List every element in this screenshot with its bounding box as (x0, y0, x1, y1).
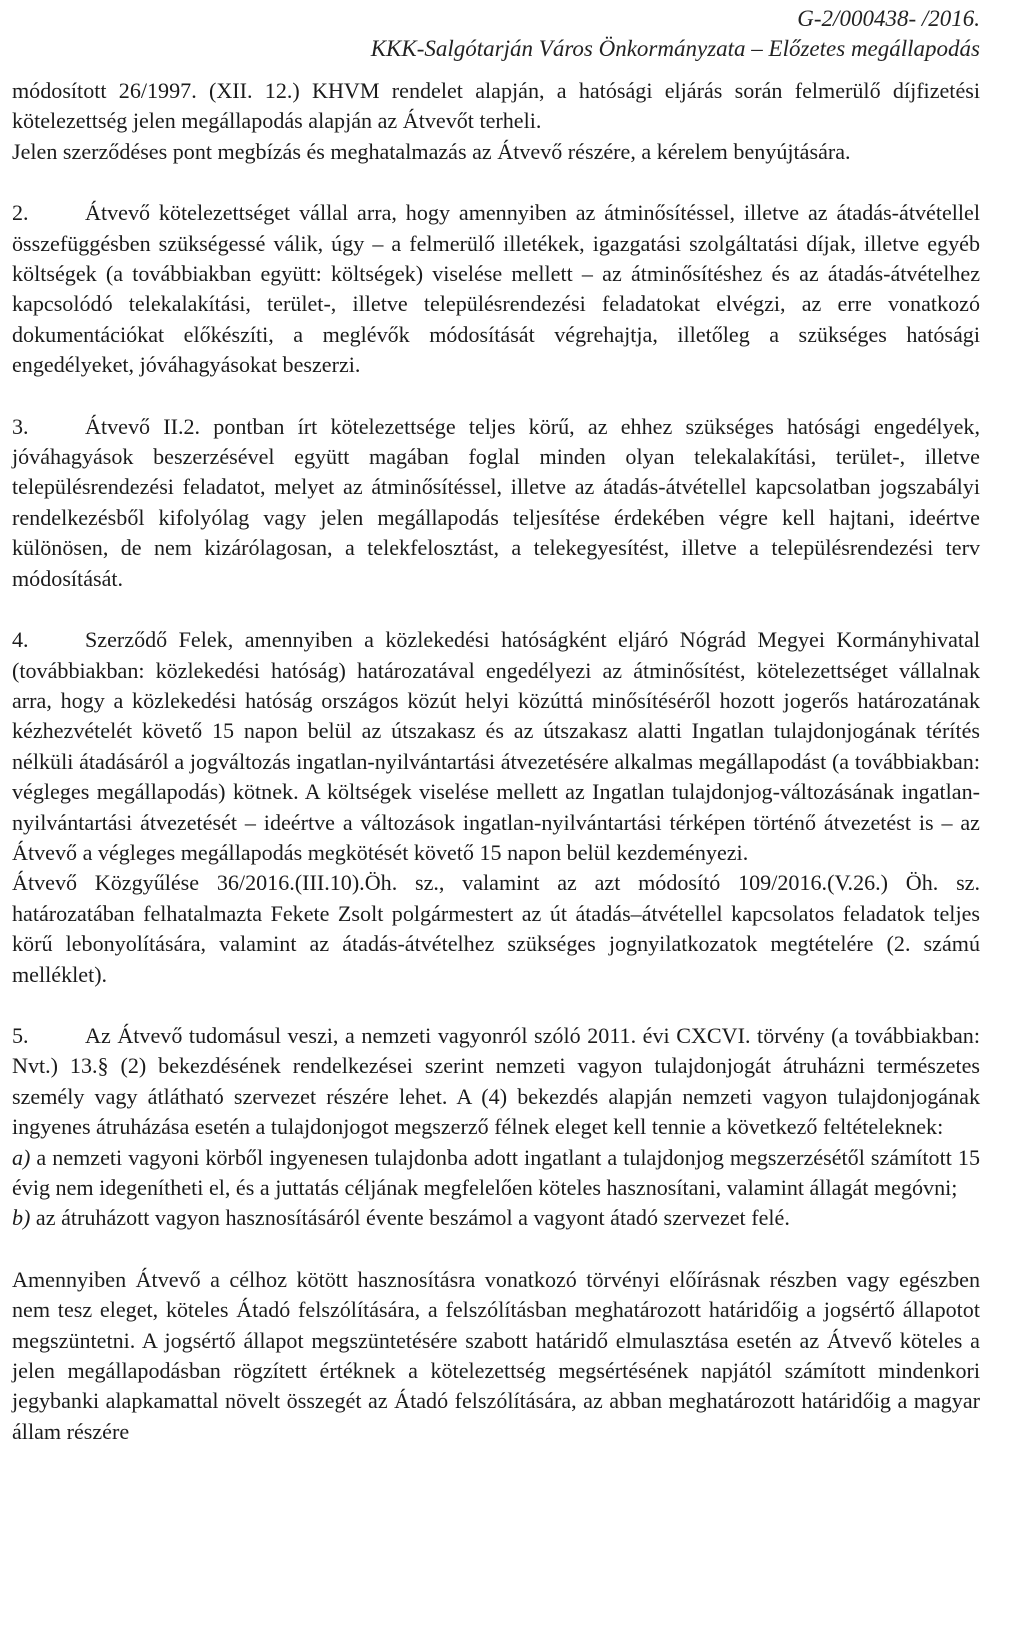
condition-a (12, 1143, 980, 1204)
document-body (12, 76, 980, 1447)
document-title: KKK-Salgótarján Város Önkormányzata – Előzetes megállapodás (370, 36, 980, 61)
document-number: G-2/000438- /2016. (797, 6, 980, 31)
section-text: Az Átvevő tudomásul veszi, a nemzeti vagyonról szóló 2011. évi CXCVI. törvény (a továbbiakban: Nvt.) 13.§ (2) bekezdésének rendelkezései szerint nemzeti vagyon tulajdonjogát átruházni természetes személy vagy átlátható szervezet részére lehet. A (4) bekezdés alapján nemzeti vagyon tulajdonjogának ingyenes átruházása esetén a tulajdonjogot megszerző félnek eleget kell tennie a következő feltételeknek: (12, 1022, 980, 1140)
section-text: Szerződő Felek, amennyiben a közlekedési hatóságként eljáró Nógrád Megyei Kormányhivatal (továbbiakban: közlekedési hatóság) határozatával engedélyezi az átminősítést, kötelezettséget vállalnak arra, hogy a közlekedési hatóság országos közút helyi közúttá minősítéséről hozott jogerős határozatának kézhezvételét követő 15 napon belül az útszakasz és az útszakasz alatti Ingatlan tulajdonjogának térítés nélküli átadásáról a jogváltozás ingatlan-nyilvántartási átvezetésére alkalmas megállapodást (a továbbiakban: végleges megállapodás) kötnek. A költségek viselése mellett az Ingatlan tulajdonjog-változásának ingatlan-nyilvántartási átvezetését – ideértve a változások ingatlan-nyilvántartási térképen történő átvezetést is – az Átvevő a végleges megállapodás megkötését követő 15 napon belül kezdeményezi. (12, 627, 980, 865)
condition-text: a nemzeti vagyoni körből ingyenesen tulajdonba adott ingatlant a tulajdonjog megszerzésétől számított 15 évig nem idegenítheti el, és a juttatás céljának megfelelően köteles hasznosítani, valamint állagát megóvni; (12, 1144, 980, 1200)
section-number: 3. (12, 413, 29, 439)
section-5 (12, 1021, 980, 1143)
section-3 (12, 412, 980, 594)
section-number: 4. (12, 627, 29, 653)
list-marker: b) (12, 1205, 31, 1231)
condition-text: az átruházott vagyon hasznosításáról évente beszámol a vagyont átadó szervezet felé. (30, 1205, 790, 1231)
intro-paragraph: módosított 26/1997. (XII. 12.) KHVM rendelet alapján, a hatósági eljárás során felmerülő díjfizetési kötelezettség jelen megállapodás alapján az Átvevőt terheli. (12, 78, 980, 134)
section-number: 5. (12, 1022, 29, 1048)
list-marker: a) (12, 1144, 31, 1170)
section-2 (12, 198, 980, 380)
section-text: Átvevő II.2. pontban írt kötelezettsége teljes körű, az ehhez szükséges hatósági engedélyek, jóváhagyások beszerzésével együtt magában foglal minden olyan telekalakítási, terület-, illetve településrendezési feladatot, melyet az átminősítéssel, illetve az átadás-átvétellel kapcsolatban jogszabályi rendelkezésből kifolyólag vagy jelen megállapodás teljesítése érdekében végre kell hajtani, ideértve különösen, de nem kizárólagosan, a telekfelosztást, a telekegyesítést, illetve a településrendezési terv módosítását. (12, 413, 980, 591)
condition-b (12, 1203, 980, 1233)
section-4 (12, 625, 980, 868)
final-paragraph: Amennyiben Átvevő a célhoz kötött hasznosításra vonatkozó törvényi előírásnak részben vagy egészben nem tesz eleget, köteles Átadó felszólítására, a felszólításban meghatározott határidőig a jogsértő állapotot megszüntetni. A jogsértő állapot megszüntetésére szabott határidő elmulasztása esetén az Átvevő köteles a jelen megállapodásban rögzített értéknek a kötelezettség megsértésének napjától számított mindenkori jegybanki alapkamattal növelt összegét az Átadó felszólítására, az abban meghatározott határidőig a magyar állam részére (12, 1266, 980, 1444)
section-number: 2. (12, 200, 29, 226)
page-header (371, 4, 980, 64)
section-4-authorization: Átvevő Közgyűlése 36/2016.(III.10).Öh. sz., valamint az azt módosító 109/2016.(V.26.) Öh. sz. határozatában felhatalmazta Fekete Zsolt polgármestert az út átadás–átvétellel kapcsolatos feladatok teljes körű lebonyolítására, valamint az átadás-átvételhez szükséges jognyilatkozatok megtételére (2. számú melléklet). (12, 870, 980, 987)
section-text: Átvevő kötelezettséget vállal arra, hogy amennyiben az átminősítéssel, illetve az átadás-átvétellel összefüggésben szükségessé válik, úgy – a felmerülő illetékek, igazgatási szolgáltatási díjak, illetve egyéb költségek (a továbbiakban együtt: költségek) viselése mellett – az átminősítéshez és az átadás-átvételhez kapcsolódó telekalakítási, terület-, illetve településrendezési feladatokat elvégzi, az erre vonatkozó dokumentációkat előkészíti, a meglévők módosítását végrehajtja, illetőleg a szükséges hatósági engedélyeket, jóváhagyásokat beszerzi. (12, 200, 980, 378)
intro-paragraph-2: Jelen szerződéses pont megbízás és meghatalmazás az Átvevő részére, a kérelem benyújtására. (12, 138, 851, 164)
